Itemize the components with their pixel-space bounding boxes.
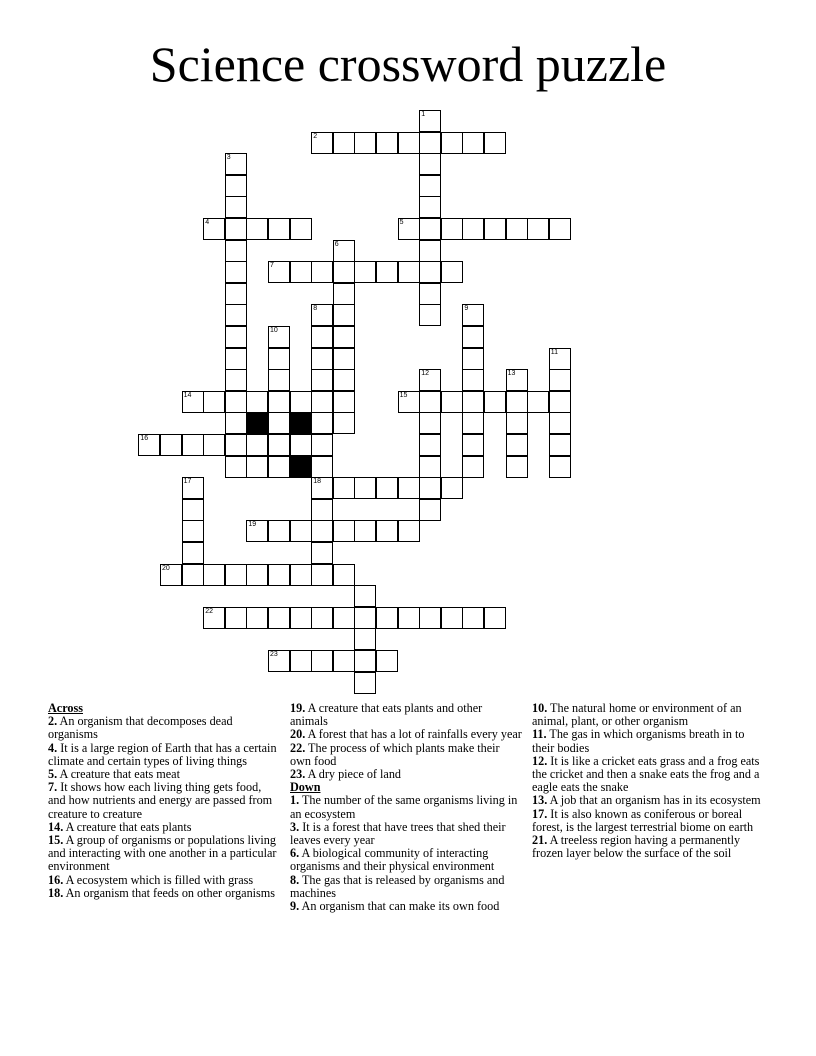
crossword-cell[interactable] [333,304,355,326]
clue-item [532,755,768,795]
clues-column-3 [532,702,768,860]
crossword-cell[interactable] [354,261,376,283]
crossword-cell[interactable] [354,520,376,542]
crossword-cell[interactable] [311,477,333,499]
crossword-cell[interactable] [268,564,290,586]
clue-number: 10 [270,327,278,334]
clue-number: 17 [183,478,192,486]
crossword-cell[interactable] [203,218,225,240]
clue-number: 4 [205,219,210,226]
crossword-cell[interactable] [462,456,484,478]
crossword-cell[interactable] [290,564,312,586]
crossword-cell[interactable] [225,218,247,240]
crossword-cell[interactable] [419,304,441,326]
clue-item-text: A ecosystem which is filled with grass [63,872,254,887]
crossword-cell[interactable] [160,564,182,586]
clue-item-text: A group of organisms or populations living and interacting with one another in a particular environment [48,833,277,874]
crossword-cell[interactable] [203,607,225,629]
clue-item-number: 8. [290,872,300,887]
crossword-cell[interactable] [333,607,355,629]
clue-item-text: The process of which plants make their own food [290,740,500,768]
clue-item-text: An organism that can make its own food [299,899,500,914]
crossword-cell[interactable] [311,456,333,478]
clue-number: 16 [140,435,149,442]
crossword-cell[interactable] [333,520,355,542]
crossword-cell[interactable] [290,650,312,672]
clue-item [532,808,768,834]
crossword-cell[interactable] [311,650,333,672]
clue-item-number: 5. [48,767,58,782]
crossword-cell[interactable] [225,326,247,348]
crossword-cell[interactable] [182,499,204,521]
clue-item-text: It shows how each living thing gets food, and how nutrients and energy are passed from creature to creature [48,780,273,821]
crossword-cell[interactable] [462,412,484,434]
clue-item-number: 20. [290,727,306,742]
crossword-cell[interactable] [549,456,571,478]
clue-item [290,900,522,913]
across-clue-list [48,715,280,900]
clue-item-text: An organism that decomposes dead organisms [48,714,233,742]
crossword-cell[interactable] [462,369,484,391]
crossword-cell[interactable] [333,391,355,413]
clue-item [48,887,280,900]
clue-item [48,781,280,821]
crossword-cell[interactable] [182,564,204,586]
crossword-cell[interactable] [419,434,441,456]
crossword-cell[interactable] [376,520,398,542]
clue-number: 13 [507,370,516,378]
clue-item-number: 11. [532,727,547,742]
crossword-cell[interactable] [311,326,333,348]
crossword-cell[interactable] [441,132,463,154]
clue-item-text: It is like a cricket eats grass and a frog eats the cricket and then a snake eats the frog and a eagle eats the snake [532,753,760,795]
crossword-cell[interactable] [225,304,247,326]
crossword-cell[interactable] [311,434,333,456]
crossword-cell[interactable] [354,477,376,499]
clue-item-text: A creature that eats plants [63,819,192,834]
crossword-cell[interactable] [203,564,225,586]
crossword-cell[interactable] [311,369,333,391]
crossword-cell[interactable] [290,520,312,542]
clue-item [290,821,522,847]
crossword-cell[interactable] [311,564,333,586]
crossword-cell[interactable] [398,218,420,240]
crossword-cell[interactable] [225,412,247,434]
crossword-cell[interactable] [290,607,312,629]
crossword-cell[interactable] [506,434,528,456]
down-clue-list [290,794,522,913]
crossword-cell[interactable] [268,261,290,283]
crossword-cell[interactable] [225,456,247,478]
clue-item-number: 18. [48,885,64,900]
crossword-cell[interactable] [311,542,333,564]
crossword-cell[interactable] [182,520,204,542]
crossword-cell[interactable] [354,650,376,672]
crossword-cell[interactable] [333,369,355,391]
crossword-cell[interactable] [333,650,355,672]
crossword-cell[interactable] [419,412,441,434]
page-title: Science crossword puzzle [149,36,667,92]
clue-item-text: A forest that has a lot of rainfalls every year [305,727,522,742]
clue-item [290,874,522,900]
crossword-cell[interactable] [398,607,420,629]
crossword-cell[interactable] [462,304,484,326]
clue-item-text: An organism that feeds on other organisms [63,885,276,900]
clue-item-text: A creature that eats plants and other animals [290,701,483,729]
clue-item [290,768,522,781]
crossword-cell[interactable] [376,261,398,283]
crossword-cell[interactable] [333,348,355,370]
crossword-cell[interactable] [398,477,420,499]
clue-item-text: A creature that eats meat [57,767,180,782]
crossword-cell[interactable] [333,132,355,154]
clue-number: 7 [270,262,274,270]
clue-number: 1 [421,111,426,118]
clues-column-1 [48,702,280,900]
clue-number: 2 [313,132,318,140]
clue-item-text: It is a large region of Earth that has a certain climate and certain types of living things [48,740,277,768]
crossword-cell[interactable] [138,434,160,456]
crossword-cell[interactable] [398,132,420,154]
crossword-cell[interactable] [311,607,333,629]
down-heading: Down [290,780,321,795]
crossword-cell[interactable] [354,585,376,607]
clue-item-text: It is also known as coniferous or boreal forest, is the largest terrestrial biome on earth [532,806,754,834]
crossword-cell[interactable] [549,348,571,370]
crossword-cell[interactable] [268,348,290,370]
crossword-cell[interactable] [506,412,528,434]
crossword-cell[interactable] [268,434,290,456]
clue-number: 20 [162,564,170,572]
clue-number: 19 [248,521,257,529]
crossword-cell[interactable] [246,607,268,629]
crossword-cell[interactable] [441,477,463,499]
crossword-cell[interactable] [268,391,290,413]
crossword-cell[interactable] [527,391,549,413]
crossword-cell[interactable] [462,218,484,240]
crossword-cell[interactable] [182,434,204,456]
crossword-cell[interactable] [225,434,247,456]
crossword-cell[interactable] [311,132,333,154]
crossword-cell[interactable] [268,520,290,542]
crossword-cell[interactable] [225,369,247,391]
crossword-cell[interactable] [311,412,333,434]
crossword-cell[interactable] [268,326,290,348]
clue-item-number: 12. [532,753,548,768]
clue-item-text: A treeless region having a permanently frozen layer below the surface of the soil [532,833,741,861]
crossword-cell[interactable] [354,607,376,629]
clue-item-number: 4. [48,740,58,755]
crossword-cell[interactable] [268,456,290,478]
clue-item-text: The number of the same organisms living in an ecosystem [290,793,518,821]
clue-item-text: A biological community of interacting organisms and their physical environment [290,846,495,874]
crossword-cell[interactable] [419,456,441,478]
crossword-cell[interactable] [290,391,312,413]
crossword-cell[interactable] [246,456,268,478]
clue-item-number: 10. [532,701,548,715]
clue-item-number: 17. [532,806,548,821]
clue-item-text: A job that an organism has in its ecosystem [547,793,761,808]
crossword-cell[interactable] [462,348,484,370]
crossword-cell[interactable] [333,283,355,305]
crossword-cell[interactable] [506,456,528,478]
crossword-cell[interactable] [462,434,484,456]
clue-item [532,702,768,728]
clue-item-number: 21. [532,833,548,848]
crossword-cell[interactable] [333,326,355,348]
crossword-cell[interactable] [419,132,441,154]
crossword-cell[interactable] [225,175,247,197]
clue-number: 3 [226,154,231,162]
crossword-cell[interactable] [246,564,268,586]
crossword-cell[interactable] [311,261,333,283]
clue-item [290,794,522,820]
crossword-cell[interactable] [268,650,290,672]
clue-item [532,728,768,754]
crossword-cell[interactable] [290,434,312,456]
crossword-cell[interactable] [376,650,398,672]
clue-number: 8 [313,305,318,313]
clue-number: 23 [270,651,278,658]
clue-item-number: 7. [48,780,58,795]
crossword-cell[interactable] [398,261,420,283]
crossword-cell[interactable] [290,218,312,240]
crossword-block [290,412,312,434]
clue-number: 14 [183,391,192,399]
crossword-cell[interactable] [419,477,441,499]
clue-number: 22 [205,607,213,615]
crossword-cell[interactable] [225,283,247,305]
crossword-cell[interactable] [441,218,463,240]
crossword-cell[interactable] [268,369,290,391]
crossword-cell[interactable] [419,391,441,413]
crossword-cell[interactable] [484,391,506,413]
down-clue-list-continued [532,702,768,860]
crossword-cell[interactable] [441,607,463,629]
crossword-cell[interactable] [549,412,571,434]
crossword-cell[interactable] [376,607,398,629]
clue-item-number: 19. [290,701,306,715]
crossword-cell[interactable] [160,434,182,456]
clue-item-text: The gas in which organisms breath in to their bodies [532,727,745,755]
crossword-cell[interactable] [549,434,571,456]
clue-item [48,834,280,874]
clue-item-text: The natural home or environment of an animal, plant, or other organism [532,701,742,729]
crossword-cell[interactable] [268,607,290,629]
crossword-block [290,456,312,478]
crossword-cell[interactable] [225,196,247,218]
crossword-cell[interactable] [376,477,398,499]
crossword-cell[interactable] [462,607,484,629]
clue-item [48,715,280,741]
clue-item [532,834,768,860]
crossword-cell[interactable] [419,499,441,521]
clue-item-number: 3. [290,819,300,834]
clue-item-number: 14. [48,819,64,834]
clue-item-number: 13. [532,793,548,808]
clue-item-number: 9. [290,899,300,914]
crossword-cell[interactable] [225,607,247,629]
clue-item-number: 6. [290,846,300,861]
crossword-cell[interactable] [419,240,441,262]
crossword-cell[interactable] [484,607,506,629]
across-heading: Across [48,701,83,715]
crossword-cell[interactable] [268,218,290,240]
crossword-cell[interactable] [225,261,247,283]
crossword-cell[interactable] [333,412,355,434]
crossword-cell[interactable] [203,434,225,456]
crossword-cell[interactable] [311,304,333,326]
crossword-cell[interactable] [182,391,204,413]
crossword-cell[interactable] [225,348,247,370]
crossword-cell[interactable] [419,283,441,305]
crossword-cell[interactable] [311,520,333,542]
clue-item-number: 22. [290,740,306,755]
crossword-cell[interactable] [246,391,268,413]
clue-number: 11 [550,348,559,356]
crossword-cell[interactable] [441,391,463,413]
clue-item-number: 16. [48,872,64,887]
crossword-cell[interactable] [462,326,484,348]
clue-item-number: 2. [48,714,58,729]
crossword-cell[interactable] [354,628,376,650]
crossword-cell[interactable] [398,391,420,413]
crossword-cell[interactable] [182,477,204,499]
crossword-cell[interactable] [419,110,441,132]
clue-number: 12 [421,370,429,378]
clue-item-text: It is a forest that have trees that shed their leaves every year [290,819,506,848]
clue-item-text: The gas that is released by organisms and machines [290,872,505,900]
crossword-cell[interactable] [549,218,571,240]
crossword-cell[interactable] [333,240,355,262]
clue-item-number: 1. [290,793,300,808]
crossword-cell[interactable] [506,369,528,391]
crossword-cell[interactable] [311,348,333,370]
crossword-cell[interactable] [311,391,333,413]
crossword-cell[interactable] [203,391,225,413]
clue-number: 5 [399,219,404,226]
clue-item-number: 15. [48,833,64,848]
crossword-cell[interactable] [376,132,398,154]
crossword-cell[interactable] [419,175,441,197]
crossword-cell[interactable] [419,218,441,240]
crossword-cell[interactable] [419,369,441,391]
clue-item [290,847,522,873]
clue-item-number: 23. [290,767,306,782]
crossword-block [246,412,268,434]
clue-item [290,702,522,728]
crossword-cell[interactable] [354,672,376,694]
crossword-cell[interactable] [419,261,441,283]
crossword-cell[interactable] [225,240,247,262]
clue-number: 18 [313,478,321,486]
clue-number: 15 [399,391,408,399]
crossword-cell[interactable] [462,132,484,154]
crossword-cell[interactable] [354,132,376,154]
crossword-cell[interactable] [246,520,268,542]
crossword-cell[interactable] [182,542,204,564]
crossword-cell[interactable] [484,132,506,154]
crossword-cell[interactable] [246,218,268,240]
clue-item-text: A dry piece of land [305,767,402,782]
crossword-cell[interactable] [225,153,247,175]
crossword-cell[interactable] [311,499,333,521]
crossword-cell[interactable] [246,434,268,456]
clue-number: 6 [334,240,339,248]
crossword-cell[interactable] [333,477,355,499]
crossword-cell[interactable] [419,153,441,175]
crossword-cell[interactable] [398,520,420,542]
crossword-cell[interactable] [549,369,571,391]
clue-item [48,742,280,768]
crossword-cell[interactable] [549,391,571,413]
crossword-cell[interactable] [484,218,506,240]
crossword-cell[interactable] [506,218,528,240]
crossword-cell[interactable] [506,391,528,413]
crossword-cell[interactable] [441,261,463,283]
clue-number: 9 [464,305,469,313]
crossword-cell[interactable] [225,391,247,413]
crossword-cell[interactable] [462,391,484,413]
crossword-cell[interactable] [333,261,355,283]
clues-column-2 [290,702,522,913]
crossword-cell[interactable] [290,261,312,283]
crossword-cell[interactable] [419,196,441,218]
across-clue-list-continued [290,702,522,781]
crossword-cell[interactable] [527,218,549,240]
clue-item [290,742,522,768]
crossword-cell[interactable] [333,564,355,586]
crossword-cell[interactable] [268,412,290,434]
crossword-cell[interactable] [225,564,247,586]
crossword-cell[interactable] [419,607,441,629]
